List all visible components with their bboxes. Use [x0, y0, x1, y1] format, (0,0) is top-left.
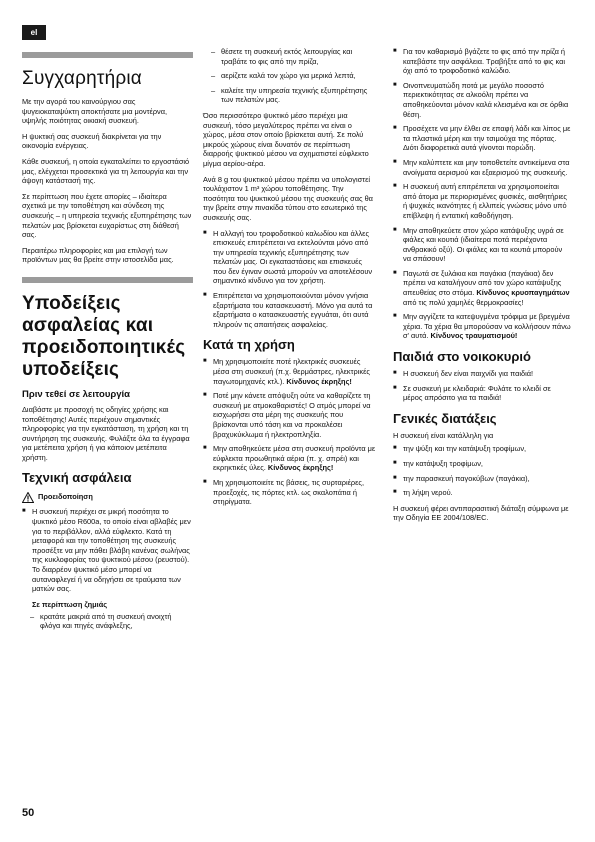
list-item — [203, 478, 377, 507]
technical-safety-list — [22, 507, 193, 593]
paragraph: Ανά 8 g του ψυκτικού μέσου πρέπει να υπολογιστεί τουλάχιστον 1 m³ χώρου τοποθέτησης. Την ποσότητα του ψυκτικού μέσου της συσκευής σας θα την βρείτε στην πινακίδα τύπου στο εσωτερικό της συσκευής σας. — [203, 174, 373, 222]
item-text: Μην αποθηκεύετε στον χώρο κατάψυξης υγρά σε φιάλες και κουτιά (ιδιαίτερα ποτά περιέχοντα ανθρακικό οξύ). Οι φιάλες και τα κουτιά μπορούν να σπάσουν! — [403, 225, 564, 264]
repair-list — [203, 229, 377, 330]
congrats-paragraph: Σε περίπτωση που έχετε απορίες – ιδιαίτερα σχετικά με την τοποθέτηση και σύνδεση της συσκευής – η υπηρεσία τεχνικής εξυπηρέτησης των πελατών μας βρίσκεται ευχαρίστως στη διάθεσή σας. — [22, 191, 192, 240]
general-list — [393, 444, 571, 497]
list-item — [393, 158, 571, 177]
list-item: – καλείτε την υπηρεσία τεχνικής εξυπηρέτησης των πελατών μας. — [211, 86, 377, 105]
item-text: Μην αποθηκεύετε μέσα στη συσκευή προϊόντα με εύφλεκτα προωθητικά αέρια (π. χ. σπρέι) και εκρηκτικές ύλες. — [213, 444, 376, 473]
congrats-paragraph: Κάθε συσκευή, η οποία εγκαταλείπει το εργοστάσιό μας, ελέγχεται προσεκτικά για τη λειτουργία και την άψογη κατάστασή της. — [22, 156, 190, 186]
damage-list-continued — [211, 47, 377, 105]
column-1 — [22, 52, 193, 637]
caution-label: Προειδοποίηση — [38, 492, 93, 502]
list-item — [393, 47, 571, 76]
item-text: Παγωτά σε ξυλάκια και παγάκια (παγάκια) δεν πρέπει να καταλήγουν από τον χώρο κατάψυξης απευθείας στο στόμα. — [403, 268, 562, 298]
before-use-heading: Πριν τεθεί σε λειτουργία — [22, 388, 130, 400]
item-text: Οινοπνευματώδη ποτά με μεγάλο ποσοστό περιεκτικότητας σε αλκοόλη πρέπει να αποθηκεύονται μόνον καλά κλεισμένα και σε όρθια θέση. — [403, 80, 569, 119]
list-item — [393, 182, 571, 220]
before-use-paragraph: Διαβάστε με προσοχή τις οδηγίες χρήσης και τοποθέτησης! Αυτές περιέχουν σημαντικές πληροφορίες για την εγκατάσταση, τη χρήση και τη συντήρηση της συσκευής. Φυλάξτε όλα τα έγγραφα για μετέπειτα χρήση ή για κάποιον μετέπειτα χρήστη. — [22, 404, 190, 462]
damage-heading: Σε περίπτωση ζημιάς — [32, 599, 108, 609]
section-rule — [22, 52, 193, 58]
list-item: ■ Η συσκευή περιέχει σε μικρή ποσότητα το ψυκτικό μέσο R600a, το οποίο είναι αβλαβές μεν για το περιβάλλον, αλλά εύφλεκτο. Κατά τη μεταφορά και την τοποθέτηση της συσκευής προσέξτε να μην πάθει βλάβη κανένας σωλήνας της κυκλοφορίας του ψυκτικού μέσου (ρευστού). Το διαρρέον ψυκτικό μέσο μπορεί να αυταναφλεγεί ή να οδηγήσει σε τραύματα των ματιών σας. — [22, 507, 193, 593]
list-item: ■ την κατάψυξη τροφίμων, — [393, 459, 571, 469]
section-rule — [22, 277, 193, 283]
list-item — [393, 81, 571, 119]
general-heading: Γενικές διατάξεις — [393, 410, 497, 426]
warning-text: Κίνδυνος έκρηξης! — [267, 463, 334, 473]
usage-list-continued — [393, 47, 571, 341]
warning-text: Κίνδυνος κρυοπαγημάτων — [476, 288, 570, 298]
list-item — [393, 312, 571, 341]
caution-row — [22, 490, 193, 504]
warning-text: Κίνδυνος τραυματισμού! — [430, 331, 518, 341]
item-text: Μην καλύπτετε και μην τοποθετείτε αντικείμενα στα ανοίγματα αερισμού και εξαερισμού της συσκευής. — [403, 157, 570, 177]
congrats-paragraph: Με την αγορά του καινούργιου σας ψυγειοκαταψύκτη αποκτήσατε μια μοντέρνα, υψηλής ποιότητας οικιακή συσκευή. — [22, 97, 168, 126]
list-item — [393, 124, 571, 153]
congrats-paragraph: Η ψυκτική σας συσκευή διακρίνεται για την οικονομία ενέργειας. — [22, 131, 162, 151]
list-item — [203, 357, 377, 386]
list-item — [203, 391, 377, 439]
list-item: ■ τη λήψη νερού. — [393, 488, 571, 498]
usage-heading: Κατά τη χρήση — [203, 337, 295, 353]
congratulations-title: Συγχαρητήρια — [22, 68, 142, 89]
column-2 — [203, 47, 377, 513]
usage-list — [203, 357, 377, 506]
list-item: – θέσετε τη συσκευή εκτός λειτουργίας και τραβάτε το φις από την πρίζα, — [211, 47, 377, 66]
list-item: ■ Η αλλαγή του τροφοδοτικού καλωδίου και άλλες επισκευές επιτρέπεται να εκτελούνται μόνο από την υπηρεσία τεχνικής εξυπηρέτησης των πελατών μας. Οι εγκαταστάσεις και επισκευές που δεν έγιναν σωστά μπορούν να αποτελέσουν σημαντικό κίνδυνο για τον χρήστη. — [203, 229, 377, 287]
item-text-tail: από τις πολύ χαμηλές θερμοκρασίες! — [403, 297, 524, 307]
technical-safety-heading: Τεχνική ασφάλεια — [22, 470, 132, 486]
list-item: ■ Η συσκευή δεν είναι παιχνίδι για παιδιά! — [393, 369, 571, 379]
list-item: ■ Επιτρέπεται να χρησιμοποιούνται μόνον γνήσια εξαρτήματα του κατασκευαστή. Μόνο για αυτά τα εξαρτήματα ο κατασκευαστής εγγυάται, ότι αυτά πληρούν τις απαιτήσεις ασφαλείας. — [203, 291, 377, 329]
congrats-paragraph: Περαιτέρω πληροφορίες και μια επιλογή των προϊόντων μας θα βρείτε στην ιστοσελίδα μας. — [22, 245, 174, 265]
damage-list — [30, 612, 193, 631]
item-text: Μη χρησιμοποιείτε ποτέ ηλεκτρικές συσκευές μέσα στη συσκευή (π.χ. θερμάστρες, ηλεκτρικές παγωτομηχανές κτλ.). — [213, 357, 370, 386]
item-text: Μην αγγίζετε τα κατεψυγμένα τρόφιμα με βρεγμένα χέρια. Τα χέρια θα μπορούσαν να κολλήσουν πάνω σ' αυτά. — [403, 312, 571, 341]
safety-title: Υποδείξεις ασφαλείας και προειδοποιητικές υποδείξεις — [22, 292, 186, 380]
item-text: Η συσκευή αυτή επιτρέπεται να χρησιμοποιείται από άτομα με περιορισμένες φυσικές, αισθητήριες ή ψυχικές ικανότητες ή ελλιπείς γνώσεις μόνο υπό επίβλεψη ή εντατική καθοδήγηση. — [403, 182, 567, 220]
list-item — [203, 444, 377, 473]
language-tab: el — [22, 25, 46, 40]
item-text: Για τον καθαρισμό βγάζετε το φις από την πρίζα ή κατεβάστε την ασφάλεια. Τραβήξτε από το φις και όχι από το τροφοδοτικό καλώδιο. — [403, 47, 566, 76]
page-number: 50 — [22, 807, 35, 819]
general-outro: Η συσκευή φέρει αντιπαρασιτική διάταξη σύμφωνα με την Οδηγία ΕΕ 2004/108/EC. — [393, 503, 569, 523]
list-item — [393, 269, 571, 307]
list-item: ■ Σε συσκευή με κλειδαριά: Φυλάτε το κλειδί σε μέρος απρόσιτο για τα παιδιά! — [393, 384, 571, 403]
general-intro: Η συσκευή είναι κατάλληλη για — [393, 430, 494, 440]
item-text: Προσέχετε να μην έλθει σε επαφή λάδι και λίπος με τα πλαστικά μέρη και την τσιμούχα της πόρτας. Διότι διαφορετικά αυτά γίνονται πορώδη. — [403, 124, 571, 153]
column-3 — [393, 47, 571, 529]
list-item: ■ την παρασκευή παγοκύβων (παγάκια), — [393, 474, 571, 484]
list-item: ■ την ψύξη και την κατάψυξη τροφίμων, — [393, 444, 571, 454]
children-heading: Παιδιά στο νοικοκυριό — [393, 349, 531, 365]
item-text: Ποτέ μην κάνετε απόψυξη ούτε να καθαρίζετε τη συσκευή με ατμοκαθαριστές! Ο ατμός μπορεί να εισχωρήσει στα μέρη της συσκευής που βρίσκονται υπό τάση και να προκαλέσει βραχυκύκλωμα ή ηλεκτροπληξία. — [213, 391, 371, 439]
list-item — [393, 226, 571, 264]
warning-text: Κίνδυνος έκρηξης! — [286, 376, 352, 386]
item-text: Μη χρησιμοποιείτε τις βάσεις, τις συρταριέρες, προεξοχές, τις πόρτες κτλ. ως σκαλοπάτια ή στηρίγματα. — [213, 477, 365, 507]
children-list — [393, 369, 571, 403]
paragraph: Όσο περισσότερο ψυκτικό μέσο περιέχει μια συσκευή, τόσο μεγαλύτερος πρέπει να είναι ο χώρος, μέσα στον οποίο βρίσκεται αυτή. Σε πολύ μικρούς χώρους είναι δυνατόν σε περίπτωση διαρροής ψυκτικού μέσου να σχηματιστεί εύφλεκτο μίγμα αερίου-αέρα. — [203, 110, 369, 168]
list-item: – κρατάτε μακριά από τη συσκευή ανοιχτή φλόγα και πηγές ανάφλεξης, — [30, 612, 193, 631]
warning-triangle-icon — [22, 492, 34, 503]
list-item: – αερίζετε καλά τον χώρο για μερικά λεπτά, — [211, 71, 377, 81]
